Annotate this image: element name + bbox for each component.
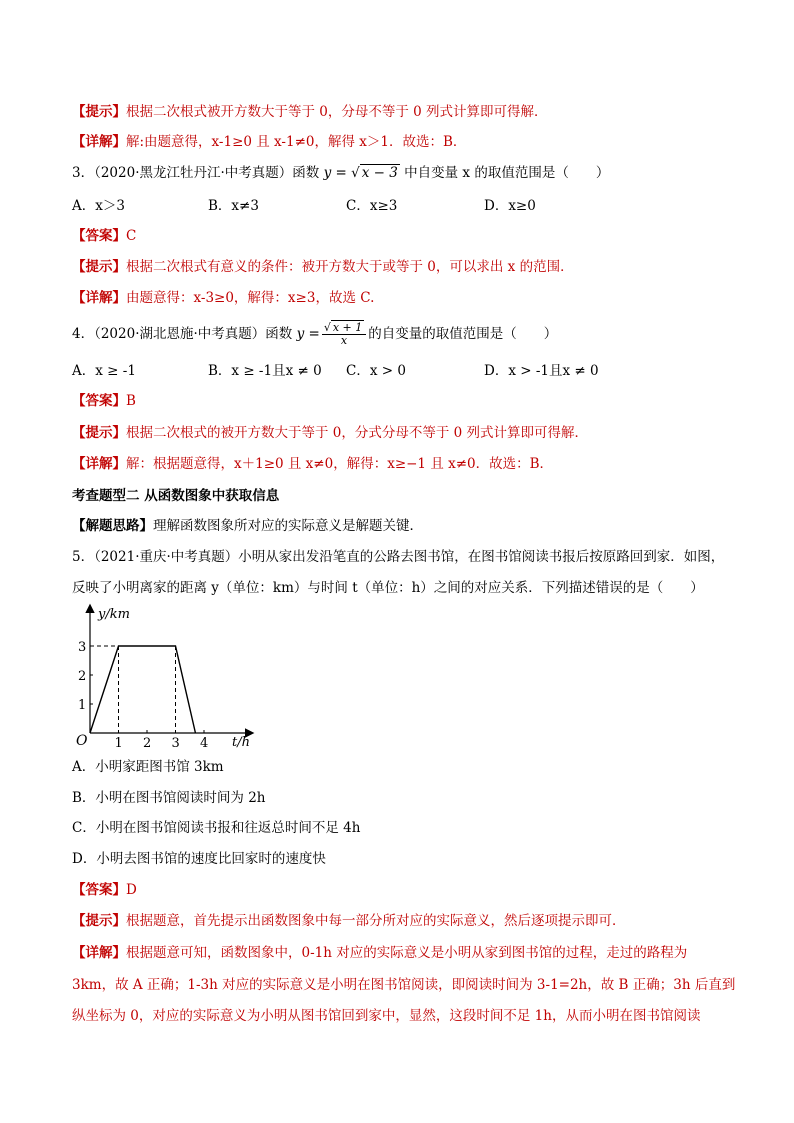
q4-hint <box>72 423 588 443</box>
q4-option-a: A．x ≥ -1 <box>72 363 136 379</box>
hint-text: 根据二次根式被开方数大于等于 0，分母不等于 0 列式计算即可得解． <box>126 104 548 120</box>
detail-line-q2 <box>72 132 466 152</box>
q4-detail <box>72 454 553 474</box>
q3-option-a: A．x＞3 <box>72 198 125 214</box>
q3-option-b: B．x≠3 <box>208 198 259 214</box>
y-tick-label: 1 <box>78 698 87 713</box>
q5-detail-line-3: 纵坐标为 0，对应的实际意义为小明从图书馆回到家中，显然，这段时间不足 1h，从而小明在图书馆阅读 <box>72 1008 701 1024</box>
hint-label: 【提示】 <box>72 104 126 120</box>
y-tick-label: 2 <box>78 669 87 684</box>
q5-detail-line-1 <box>72 943 687 963</box>
hint-line-q2 <box>72 102 548 122</box>
q5-stem-line-1: 5．（2021·重庆·中考真题）小明从家出发沿笔直的公路去图书馆，在图书馆阅读书报后按原路回到家．如图， <box>72 549 725 565</box>
hint-label: 【提示】 <box>72 425 126 441</box>
q5-stem-line-2: 反映了小明离家的距离 y（单位：km）与时间 t（单位：h）之间的对应关系．下列描述错误的是（ ） <box>72 580 704 596</box>
q3-detail <box>72 288 374 308</box>
q3-stem-pre: 3．（2020·黑龙江牡丹江·中考真题）函数 <box>72 165 324 181</box>
q3-formula-radicand: x − 3 <box>361 165 398 181</box>
detail-text: 根据题意可知，函数图象中，0-1h 对应的实际意义是小明从家到图书馆的过程，走过的路程为 <box>126 945 688 961</box>
q5-option-b: B．小明在图书馆阅读时间为 2h <box>72 790 266 806</box>
q4-answer <box>72 391 136 411</box>
hint-label: 【提示】 <box>72 913 126 929</box>
y-tick-label: 3 <box>78 640 87 655</box>
hint-label: 【提示】 <box>72 259 126 275</box>
q3-stem-post: 中自变量 x 的取值范围是（ ） <box>399 165 610 181</box>
detail-text: 解:由题意得，x-1≥0 且 x-1≠0，解得 x＞1．故选：B． <box>126 134 467 150</box>
q4-formula-lhs: y = <box>296 326 320 342</box>
x-tick-label: 3 <box>171 736 180 750</box>
hint-text: 根据题意，首先提示出函数图象中每一部分所对应的实际意义，然后逐项提示即可． <box>126 913 626 929</box>
q4-option-c: C．x > 0 <box>346 363 406 379</box>
answer-label: 【答案】 <box>72 393 126 409</box>
idea-label: 【解题思路】 <box>72 518 153 534</box>
origin-label: O <box>76 733 88 749</box>
q4-stem-pre: 4．（2020·湖北恩施·中考真题）函数 <box>72 326 297 342</box>
q4-fraction: $\frac{√ x + 1}{x}$ <box>322 322 366 347</box>
q4-option-d: D．x > -1且x ≠ 0 <box>484 363 599 379</box>
dashed-guides <box>90 646 176 733</box>
series-line <box>90 646 195 733</box>
x-tick-label: 4 <box>200 736 209 750</box>
question-3-stem: 3．（2020·黑龙江牡丹江·中考真题）函数 y = √ x − 3 中自变量 x 的取值范围是（ ） <box>72 165 610 181</box>
q5-option-d: D．小明去图书馆的速度比回家时的速度快 <box>72 851 326 867</box>
q3-answer <box>72 226 136 246</box>
answer-label: 【答案】 <box>72 882 126 898</box>
detail-text: 解：根据题意得，x＋1≥0 且 x≠0，解得：x≥−1 且 x≠0．故选：B． <box>126 456 554 472</box>
detail-label: 【详解】 <box>72 134 126 150</box>
q4-formula-denominator: x <box>340 334 348 347</box>
q5-option-c: C．小明在图书馆阅读书报和往返总时间不足 4h <box>72 820 361 836</box>
hint-text: 根据二次根式的被开方数大于等于 0，分式分母不等于 0 列式计算即可得解． <box>126 425 589 441</box>
y-axis-label: y/km <box>98 607 130 622</box>
answer-value: C <box>126 228 137 244</box>
q5-detail-line-2: 3km，故 A 正确；1-3h 对应的实际意义是小明在图书馆阅读，即阅读时间为 3-1=2h，故 B 正确；3h 后直到 <box>72 977 736 993</box>
q4-stem-post: 的自变量的取值范围是（ ） <box>368 326 558 342</box>
hint-text: 根据二次根式有意义的条件：被开方数大于或等于 0，可以求出 x 的范围． <box>126 259 574 275</box>
q3-option-c: C．x≥3 <box>346 198 398 214</box>
question-4-stem <box>72 322 557 347</box>
q5-answer <box>72 880 137 900</box>
detail-label: 【详解】 <box>72 290 126 306</box>
q3-hint <box>72 257 574 277</box>
q4-formula-numerator: x + 1 <box>332 321 363 334</box>
answer-label: 【答案】 <box>72 228 126 244</box>
detail-label: 【详解】 <box>72 456 126 472</box>
x-tick-label: 2 <box>143 736 152 750</box>
q3-formula-lhs: y = <box>323 165 347 181</box>
q3-option-d: D．x≥0 <box>484 198 536 214</box>
idea-text: 理解函数图象所对应的实际意义是解题关键． <box>153 518 423 534</box>
q5-hint <box>72 911 626 931</box>
x-axis-label: t/h <box>232 735 250 750</box>
answer-value: B <box>126 393 136 409</box>
answer-value: D <box>126 882 137 898</box>
solution-idea <box>72 516 423 536</box>
distance-time-graph <box>72 600 272 750</box>
q4-option-b: B．x ≥ -1且x ≠ 0 <box>208 363 322 379</box>
section-title: 考查题型二 从函数图象中获取信息 <box>72 488 280 504</box>
detail-label: 【详解】 <box>72 945 126 961</box>
detail-text: 由题意得：x-3≥0，解得：x≥3，故选 C. <box>126 290 375 306</box>
x-tick-label: 1 <box>114 736 123 750</box>
q5-option-a: A．小明家距图书馆 3km <box>72 759 224 775</box>
